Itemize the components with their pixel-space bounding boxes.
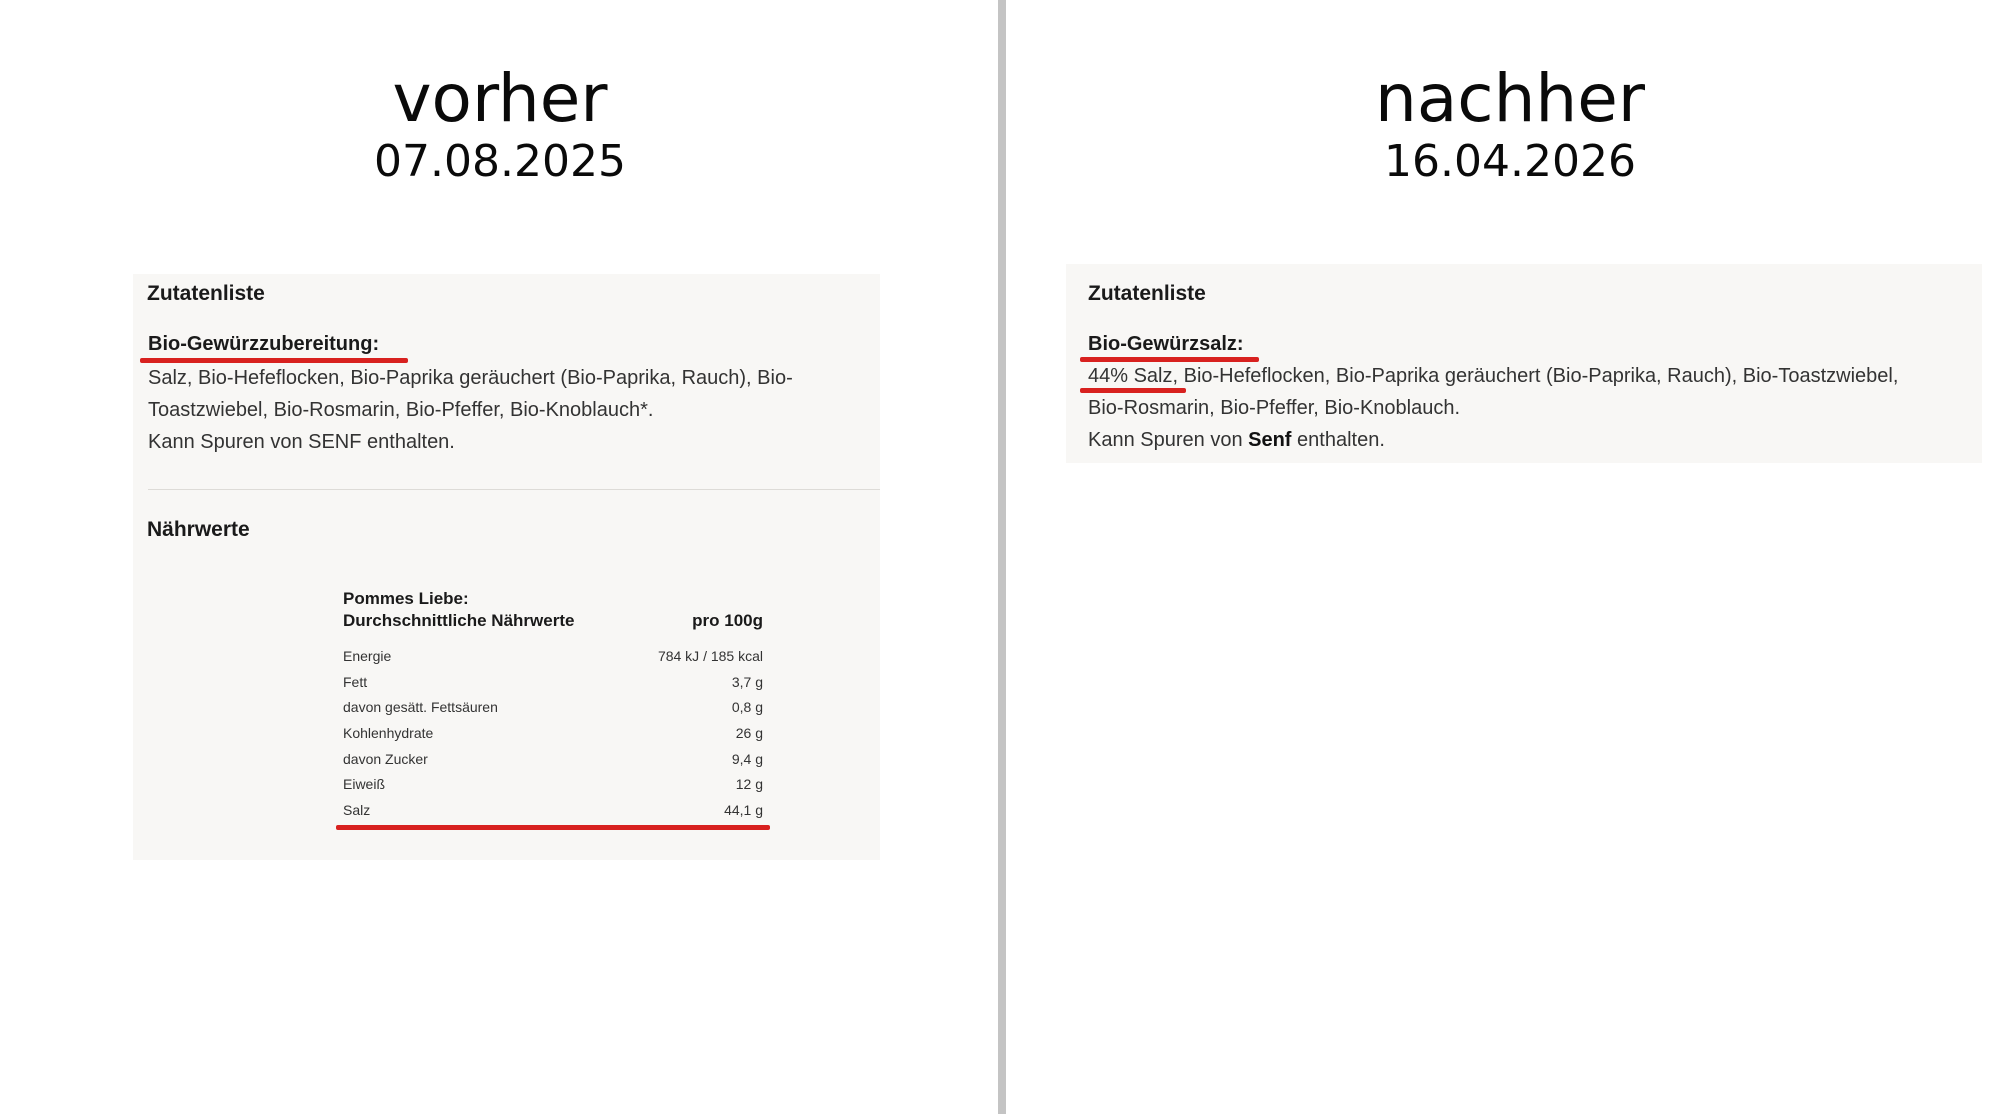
nutrient-label: davon gesätt. Fettsäuren	[343, 699, 498, 716]
allergen-bold: Senf	[1248, 429, 1292, 451]
highlight-underline	[1080, 388, 1186, 393]
before-title: vorher	[392, 60, 608, 137]
after-date: 16.04.2026	[1384, 136, 1636, 187]
ingredients-text	[1088, 360, 1978, 456]
nutrient-label: davon Zucker	[343, 750, 428, 767]
ingredients-line: Toastzwiebel, Bio-Rosmarin, Bio-Pfeffer, Bio-Knoblauch*.	[148, 399, 654, 421]
nutrition-table-subtitle: Durchschnittliche Nährwerte	[343, 611, 575, 630]
after-heading	[1290, 60, 1730, 187]
nutrient-label: Salz	[343, 802, 371, 819]
ingredients-subheading: Bio-Gewürzsalz:	[1088, 333, 1244, 355]
ingredients-heading: Zutatenliste	[1088, 282, 1206, 305]
before-heading	[280, 60, 720, 187]
nutrition-table-title: Pommes Liebe:	[343, 589, 469, 608]
nutrient-label: Kohlenhydrate	[343, 725, 434, 742]
nutrient-label: Energie	[343, 648, 392, 664]
allergen-notice: Kann Spuren von SENF enthalten.	[148, 431, 455, 453]
after-title: nachher	[1375, 60, 1645, 137]
nutrition-table-column: pro 100g	[692, 611, 763, 630]
allergen-notice	[1088, 424, 1978, 456]
section-divider	[148, 489, 880, 490]
nutrition-heading: Nährwerte	[147, 518, 250, 541]
nutrient-label: Fett	[343, 673, 368, 690]
allergen-suffix: enthalten.	[1291, 429, 1385, 451]
table-row	[343, 670, 763, 696]
ingredients-line-rest: Bio-Hefeflocken, Bio-Paprika geräuchert (Bio-Paprika, Rauch), Bio-Toastzwiebel,	[1178, 365, 1899, 387]
table-row	[343, 721, 763, 747]
ingredients-line: Bio-Rosmarin, Bio-Pfeffer, Bio-Knoblauch.	[1088, 397, 1461, 419]
nutrient-value: 3,7 g	[731, 673, 763, 690]
nutrition-table-header	[343, 610, 763, 632]
column-divider	[998, 0, 1006, 1114]
salt-percentage: 44% Salz,	[1088, 365, 1179, 387]
nutrition-table	[343, 588, 763, 824]
ingredients-heading: Zutatenliste	[147, 282, 265, 305]
table-row	[343, 772, 763, 798]
nutrient-value: 44,1 g	[724, 802, 763, 819]
after-product-panel	[1066, 264, 1982, 463]
nutrient-value: 12 g	[735, 776, 763, 793]
nutrient-value: 0,8 g	[731, 699, 763, 716]
table-row	[343, 747, 763, 773]
ingredients-line	[1088, 360, 1978, 392]
highlight-underline	[336, 825, 770, 830]
ingredients-subheading: Bio-Gewürzzubereitung:	[148, 333, 380, 355]
table-row	[343, 644, 763, 670]
allergen-prefix: Kann Spuren von	[1088, 429, 1249, 451]
nutrient-value: 784 kJ / 185 kcal	[657, 648, 763, 664]
ingredients-text	[148, 362, 873, 458]
nutrition-rows	[343, 644, 763, 824]
table-row	[343, 798, 763, 824]
before-product-panel	[133, 274, 880, 860]
ingredients-line: Salz, Bio-Hefeflocken, Bio-Paprika geräuchert (Bio-Paprika, Rauch), Bio-	[148, 367, 793, 389]
nutrient-label: Eiweiß	[343, 776, 386, 793]
nutrient-value: 26 g	[735, 725, 763, 742]
table-row	[343, 695, 763, 721]
before-date: 07.08.2025	[374, 136, 626, 187]
nutrient-value: 9,4 g	[731, 750, 763, 767]
